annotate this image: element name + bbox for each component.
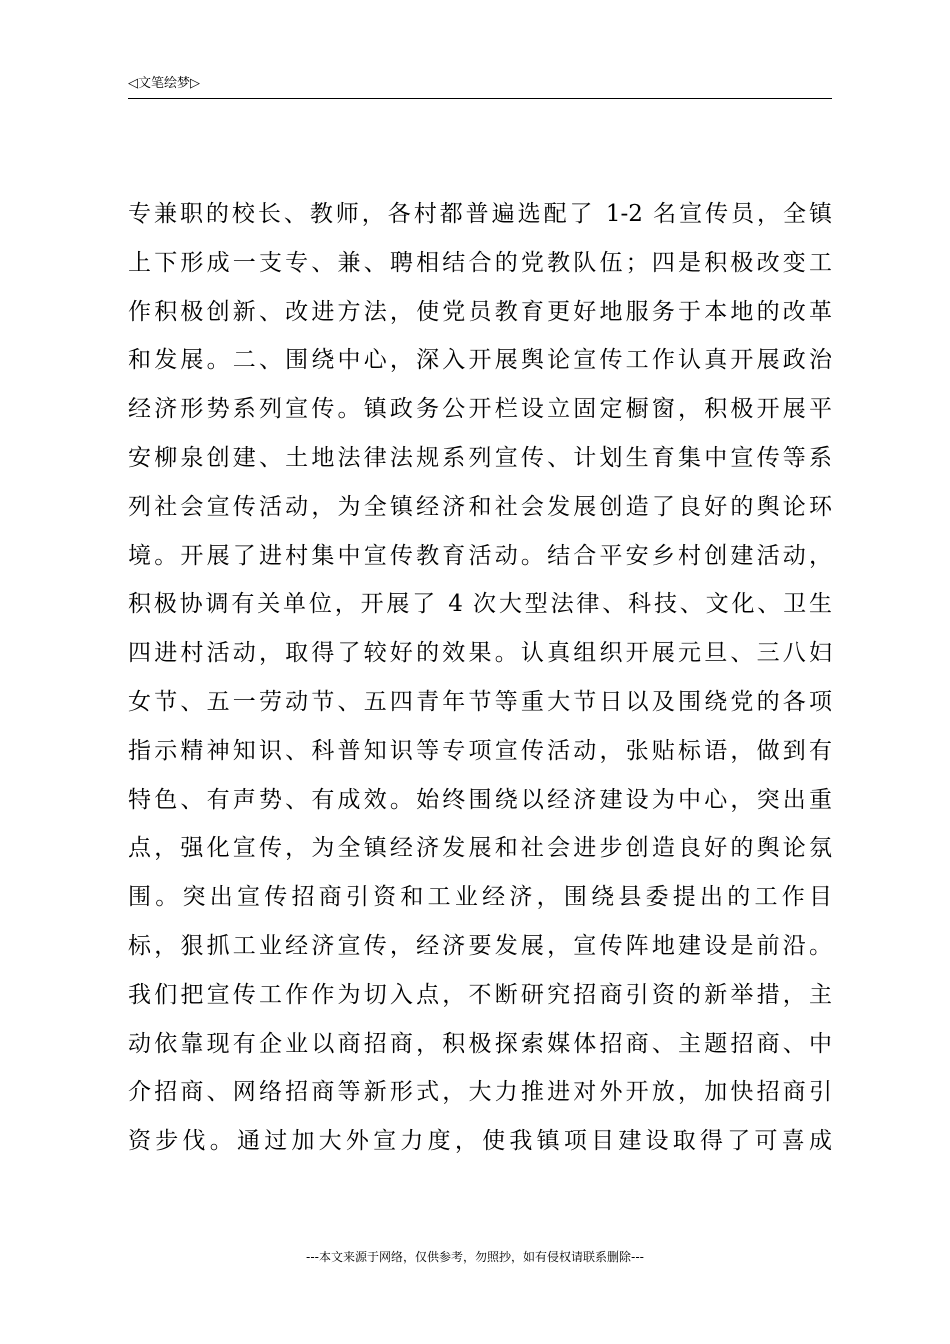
body-line: 经济形势系列宣传。镇政务公开栏设立固定橱窗，积极开展平 <box>128 396 832 423</box>
body-line: 四进村活动，取得了较好的效果。认真组织开展元旦、三八妇 <box>128 640 832 667</box>
body-line: 我们把宣传工作作为切入点，不断研究招商引资的新举措，主 <box>128 981 832 1008</box>
body-line: 安柳泉创建、土地法律法规系列宣传、计划生育集中宣传等系 <box>128 444 832 471</box>
body-line: 列社会宣传活动，为全镇经济和社会发展创造了良好的舆论环 <box>128 493 832 520</box>
body-line: 积极协调有关单位，开展了 4 次大型法律、科技、文化、卫生 <box>128 591 832 618</box>
body-line: 标，狠抓工业经济宣传，经济要发展，宣传阵地建设是前沿。 <box>128 932 832 959</box>
body-line: 围。突出宣传招商引资和工业经济，围绕县委提出的工作目 <box>128 884 832 911</box>
body-line: 介招商、网络招商等新形式，大力推进对外开放，加快招商引 <box>128 1079 832 1106</box>
body-line: 和发展。二、围绕中心，深入开展舆论宣传工作认真开展政治 <box>128 347 832 374</box>
body-line: 专兼职的校长、教师，各村都普遍选配了 1-2 名宣传员，全镇 <box>128 201 832 227</box>
body-line: 作积极创新、改进方法，使党员教育更好地服务于本地的改革 <box>128 298 832 325</box>
body-line: 上下形成一支专、兼、聘相结合的党教队伍；四是积极改变工 <box>128 249 832 276</box>
body-line: 境。开展了进村集中宣传教育活动。结合平安乡村创建活动， <box>128 542 832 569</box>
body-line: 动依靠现有企业以商招商，积极探索媒体招商、主题招商、中 <box>128 1030 832 1057</box>
body-line: 女节、五一劳动节、五四青年节等重大节日以及围绕党的各项 <box>128 688 832 715</box>
body-line: 点，强化宣传，为全镇经济发展和社会进步创造良好的舆论氛 <box>128 835 832 862</box>
header-title: ◁文笔绘梦▷ <box>128 76 200 91</box>
body-line: 资步伐。通过加大外宣力度，使我镇项目建设取得了可喜成 <box>128 1128 832 1155</box>
page-footer-notice: ---本文来源于网络，仅供参考，勿照抄，如有侵权请联系删除--- <box>306 1250 644 1264</box>
body-line: 指示精神知识、科普知识等专项宣传活动，张贴标语，做到有 <box>128 737 832 764</box>
document-body <box>128 190 832 1166</box>
page-header <box>128 74 832 99</box>
body-line: 特色、有声势、有成效。始终围绕以经济建设为中心，突出重 <box>128 786 832 813</box>
